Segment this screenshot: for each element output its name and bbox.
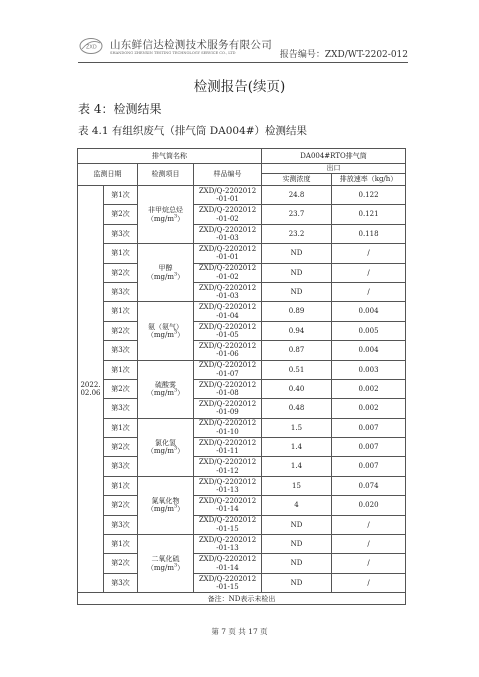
sample-id-prefix: ZXD/Q-2202012 <box>198 477 257 486</box>
rate-header: 排放速率（kg/h） <box>332 174 406 186</box>
table-row <box>78 244 406 263</box>
report-number: 报告编号：ZXD/WT-2202-012 <box>279 50 408 60</box>
measured-concentration: 15 <box>262 476 332 495</box>
table-row <box>78 205 406 224</box>
measured-concentration: 24.8 <box>262 186 332 205</box>
sample-id-suffix: -01-13 <box>216 544 239 553</box>
table-row <box>78 224 406 243</box>
sample-id-prefix: ZXD/Q-2202012 <box>198 264 257 273</box>
header-row-columns <box>78 164 406 174</box>
test-item-unit <box>138 447 193 455</box>
sample-id-suffix: -01-15 <box>216 583 239 591</box>
company-name-en: SHANDONG ZHENXIN TESTING TECHNOLOGY SERVICE CO., LTD <box>110 51 236 55</box>
emission-rate: / <box>332 515 406 534</box>
measured-concentration: 0.87 <box>262 341 332 360</box>
unit-exponent: 3 <box>173 445 178 452</box>
measured-concentration: ND <box>262 282 332 301</box>
table-row <box>78 186 406 205</box>
measured-concentration: 4 <box>262 496 332 515</box>
header-row-stack <box>78 149 406 164</box>
test-item-name: 氨（氨气） <box>148 322 183 331</box>
sample-round: 第1次 <box>104 244 138 263</box>
sample-round: 第3次 <box>104 457 138 476</box>
item-header: 检测项目 <box>138 164 194 186</box>
table-row <box>78 515 406 534</box>
test-item-unit <box>138 273 193 281</box>
sample-id-suffix: -01-07 <box>216 369 239 378</box>
sample-round: 第2次 <box>104 205 138 224</box>
date-line-2: 02.06 <box>80 389 101 398</box>
test-item-unit <box>138 505 193 513</box>
test-item-unit <box>138 331 193 339</box>
measured-concentration: 0.51 <box>262 360 332 379</box>
sample-round: 第2次 <box>104 379 138 398</box>
sample-id-prefix: ZXD/Q-2202012 <box>198 244 257 253</box>
sample-id-prefix: ZXD/Q-2202012 <box>198 361 257 370</box>
emission-rate: 0.020 <box>332 496 406 515</box>
monitoring-date <box>78 186 104 593</box>
sample-id-suffix: -01-10 <box>216 427 239 436</box>
sample-id-prefix: ZXD/Q-2202012 <box>198 341 257 350</box>
date-header: 监测日期 <box>78 164 138 186</box>
sample-round: 第3次 <box>104 282 138 301</box>
outlet-header: 出口 <box>262 164 406 174</box>
sample-id <box>194 515 262 534</box>
sample-id-prefix: ZXD/Q-2202012 <box>198 535 257 544</box>
measured-concentration: 23.2 <box>262 224 332 243</box>
sample-id-suffix: -01-14 <box>216 563 239 572</box>
sample-id-suffix: -01-03 <box>216 233 239 242</box>
emission-rate: 0.007 <box>332 457 406 476</box>
unit-text: （mg/m <box>146 447 174 456</box>
company-logo-icon <box>78 36 104 56</box>
emission-rate: 0.007 <box>332 418 406 437</box>
sample-id-suffix: -01-03 <box>216 292 239 301</box>
test-item <box>138 535 194 593</box>
unit-exponent: 3 <box>173 213 178 220</box>
sample-round: 第2次 <box>104 263 138 282</box>
measured-concentration: ND <box>262 554 332 573</box>
sample-id-prefix: ZXD/Q-2202012 <box>198 206 257 215</box>
emission-rate: 0.118 <box>332 224 406 243</box>
sample-id-prefix: ZXD/Q-2202012 <box>198 574 257 583</box>
emission-rate: 0.122 <box>332 186 406 205</box>
emission-rate: 0.007 <box>332 438 406 457</box>
test-item-unit <box>138 564 193 572</box>
sample-id-suffix: -01-06 <box>216 350 239 359</box>
sample-id <box>194 205 262 224</box>
sample-id-prefix: ZXD/Q-2202012 <box>198 458 257 467</box>
emission-rate: / <box>332 263 406 282</box>
sample-id <box>194 438 262 457</box>
sample-id-prefix: ZXD/Q-2202012 <box>198 516 257 525</box>
sample-id-prefix: ZXD/Q-2202012 <box>198 380 257 389</box>
results-table <box>77 148 406 605</box>
emission-rate: / <box>332 554 406 573</box>
sample-id-suffix: -01-08 <box>216 389 239 398</box>
sample-id <box>194 379 262 398</box>
sample-round: 第3次 <box>104 573 138 592</box>
measured-concentration: 1.5 <box>262 418 332 437</box>
sample-id <box>194 476 262 495</box>
company-name-cn: 山东鲜信达检测技术服务有限公司 <box>110 39 272 51</box>
sample-id-suffix: -01-14 <box>216 505 239 514</box>
sample-id <box>194 554 262 573</box>
unit-text: （mg/m <box>146 330 174 339</box>
table-row <box>78 360 406 379</box>
test-item-unit <box>138 215 193 223</box>
emission-rate: 0.121 <box>332 205 406 224</box>
table-note: 备注：ND表示未检出 <box>78 593 406 605</box>
sample-round: 第3次 <box>104 399 138 418</box>
table-row <box>78 535 406 554</box>
unit-text-end: ） <box>177 563 185 572</box>
unit-text-end: ） <box>177 447 185 456</box>
sample-id <box>194 321 262 340</box>
sample-id <box>194 341 262 360</box>
measured-concentration: 0.48 <box>262 399 332 418</box>
test-item <box>138 418 194 476</box>
emission-rate: / <box>332 244 406 263</box>
table-row <box>78 379 406 398</box>
emission-rate: 0.002 <box>332 399 406 418</box>
test-item <box>138 186 194 244</box>
stack-name-value: DA004#RTO排气筒 <box>262 149 406 164</box>
sample-id-suffix: -01-09 <box>216 408 239 417</box>
measured-concentration: 1.4 <box>262 457 332 476</box>
concentration-header: 实测浓度 <box>262 174 332 186</box>
sample-round: 第1次 <box>104 418 138 437</box>
measured-concentration: 0.40 <box>262 379 332 398</box>
test-item-name: 非甲烷总烃 <box>148 206 183 215</box>
table-row <box>78 438 406 457</box>
measured-concentration: ND <box>262 244 332 263</box>
sample-round: 第1次 <box>104 186 138 205</box>
sample-id-prefix: ZXD/Q-2202012 <box>198 497 257 506</box>
measured-concentration: ND <box>262 263 332 282</box>
test-item-name: 氮氧化物 <box>151 497 180 506</box>
sample-id-suffix: -01-01 <box>216 195 239 204</box>
sample-id-prefix: ZXD/Q-2202012 <box>198 322 257 331</box>
sample-id-suffix: -01-02 <box>216 272 239 281</box>
sample-round: 第1次 <box>104 302 138 321</box>
sample-id <box>194 399 262 418</box>
sample-id-prefix: ZXD/Q-2202012 <box>198 438 257 447</box>
emission-rate: / <box>332 282 406 301</box>
sample-round: 第2次 <box>104 554 138 573</box>
table-row <box>78 573 406 592</box>
page-footer: 第 7 页 共 17 页 <box>211 627 268 636</box>
sample-id-suffix: -01-01 <box>216 253 239 262</box>
table-row <box>78 418 406 437</box>
unit-text: （mg/m <box>146 389 174 398</box>
measured-concentration: ND <box>262 515 332 534</box>
measured-concentration: 23.7 <box>262 205 332 224</box>
sample-round: 第1次 <box>104 535 138 554</box>
sample-id-suffix: -01-04 <box>216 311 239 320</box>
test-item <box>138 476 194 534</box>
measured-concentration: 0.89 <box>262 302 332 321</box>
sample-id <box>194 573 262 592</box>
unit-exponent: 3 <box>173 504 178 511</box>
sample-id <box>194 263 262 282</box>
sample-id-suffix: -01-11 <box>216 447 239 456</box>
sample-round: 第1次 <box>104 360 138 379</box>
emission-rate: / <box>332 535 406 554</box>
sample-id <box>194 244 262 263</box>
table-row <box>78 399 406 418</box>
table-row <box>78 476 406 495</box>
table-row <box>78 282 406 301</box>
sample-id-prefix: ZXD/Q-2202012 <box>198 419 257 428</box>
sample-id-suffix: -01-15 <box>216 524 239 533</box>
measured-concentration: 1.4 <box>262 438 332 457</box>
sample-id-suffix: -01-05 <box>216 330 239 339</box>
test-item-name: 氯化氢 <box>155 438 176 447</box>
page-title: 检测报告(续页) <box>193 79 286 95</box>
sample-id <box>194 224 262 243</box>
sample-id-prefix: ZXD/Q-2202012 <box>198 225 257 234</box>
unit-text-end: ） <box>177 214 185 223</box>
unit-text-end: ） <box>177 389 185 398</box>
sample-round: 第2次 <box>104 438 138 457</box>
sample-id-prefix: ZXD/Q-2202012 <box>198 555 257 564</box>
sample-id <box>194 282 262 301</box>
sample-round: 第2次 <box>104 321 138 340</box>
sample-round: 第1次 <box>104 476 138 495</box>
unit-exponent: 3 <box>173 387 178 394</box>
sample-id <box>194 457 262 476</box>
sample-id <box>194 360 262 379</box>
sample-id-suffix: -01-13 <box>216 486 239 495</box>
sample-round: 第2次 <box>104 496 138 515</box>
sample-header: 样品编号 <box>194 164 262 186</box>
measured-concentration: ND <box>262 573 332 592</box>
table-row <box>78 302 406 321</box>
table-row <box>78 496 406 515</box>
sample-round: 第3次 <box>104 341 138 360</box>
measured-concentration: ND <box>262 535 332 554</box>
sample-id <box>194 186 262 205</box>
sample-id-suffix: -01-12 <box>216 466 239 475</box>
svg-text:ZXD: ZXD <box>86 44 97 51</box>
sample-id-prefix: ZXD/Q-2202012 <box>198 400 257 409</box>
emission-rate: 0.004 <box>332 341 406 360</box>
unit-exponent: 3 <box>173 271 178 278</box>
section-heading: 表 4：检测结果 <box>78 102 162 116</box>
sample-id <box>194 302 262 321</box>
sample-id-prefix: ZXD/Q-2202012 <box>198 283 257 292</box>
test-item <box>138 244 194 302</box>
unit-exponent: 3 <box>173 329 178 336</box>
emission-rate: 0.002 <box>332 379 406 398</box>
unit-text: （mg/m <box>146 563 174 572</box>
stack-name-header: 排气筒名称 <box>78 149 262 164</box>
sample-round: 第3次 <box>104 515 138 534</box>
unit-text-end: ） <box>177 330 185 339</box>
test-item-name: 二氧化硫 <box>151 555 180 564</box>
emission-rate: 0.003 <box>332 360 406 379</box>
test-item-name: 甲醇 <box>158 264 173 273</box>
report-header <box>78 34 408 64</box>
measured-concentration: 0.94 <box>262 321 332 340</box>
table-row <box>78 554 406 573</box>
test-item-unit <box>138 389 193 397</box>
sample-id-suffix: -01-02 <box>216 214 239 223</box>
date-line-1: 2022. <box>80 380 101 389</box>
sample-round: 第3次 <box>104 224 138 243</box>
sample-id-prefix: ZXD/Q-2202012 <box>198 303 257 312</box>
sample-id-prefix: ZXD/Q-2202012 <box>198 186 257 195</box>
sample-id <box>194 496 262 515</box>
unit-text-end: ） <box>177 505 185 514</box>
unit-text: （mg/m <box>146 272 174 281</box>
unit-text: （mg/m <box>146 214 174 223</box>
table-caption: 表 4.1 有组织废气（排气筒 DA004#）检测结果 <box>78 125 308 137</box>
sample-id <box>194 418 262 437</box>
table-row <box>78 321 406 340</box>
emission-rate: 0.005 <box>332 321 406 340</box>
emission-rate: 0.004 <box>332 302 406 321</box>
unit-exponent: 3 <box>173 562 178 569</box>
unit-text-end: ） <box>177 272 185 281</box>
test-item <box>138 360 194 418</box>
header-divider <box>78 62 408 63</box>
emission-rate: / <box>332 573 406 592</box>
table-row <box>78 263 406 282</box>
table-row <box>78 341 406 360</box>
note-row <box>78 593 406 605</box>
emission-rate: 0.074 <box>332 476 406 495</box>
sample-id <box>194 535 262 554</box>
test-item-name: 硫酸雾 <box>155 380 176 389</box>
test-item <box>138 302 194 360</box>
table-row <box>78 457 406 476</box>
unit-text: （mg/m <box>146 505 174 514</box>
